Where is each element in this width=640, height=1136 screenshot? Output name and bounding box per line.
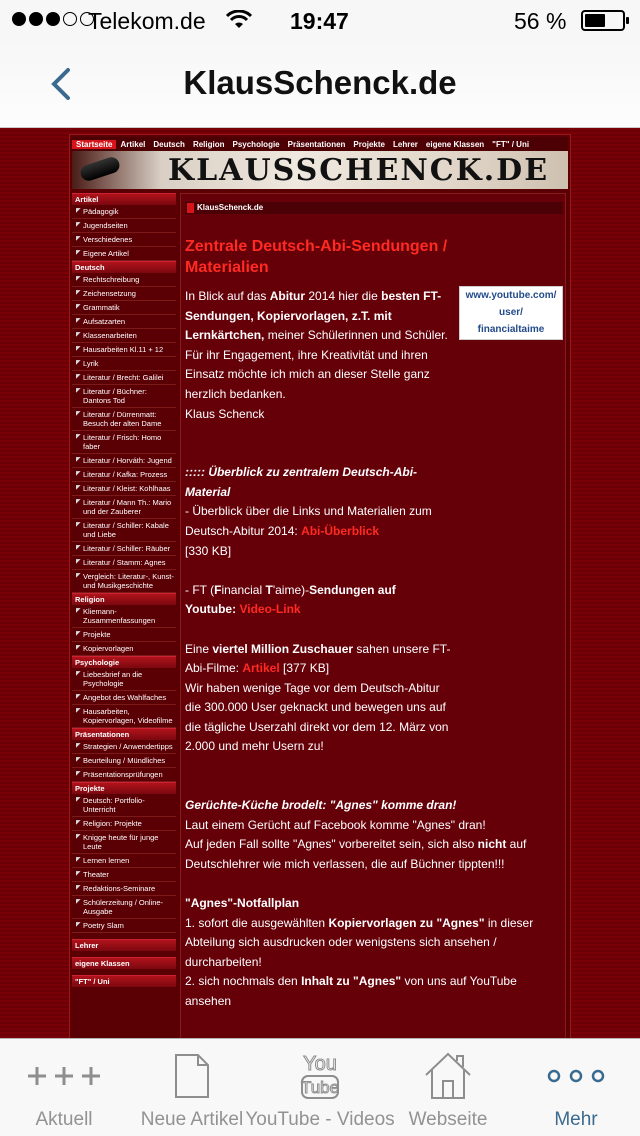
top-menu-item[interactable]: Lehrer — [393, 139, 418, 149]
sidebar-item[interactable] — [72, 794, 176, 817]
sidebar-item[interactable] — [72, 431, 176, 454]
battery-icon — [581, 10, 625, 31]
youtube-box-line: user/ — [499, 307, 523, 318]
sidebar-item-label: Theater — [83, 870, 109, 879]
arrow-icon: ◤ — [76, 346, 81, 352]
sidebar-item[interactable] — [72, 754, 176, 768]
sidebar-heading[interactable]: Artikel — [72, 193, 176, 205]
arrow-icon: ◤ — [76, 290, 81, 296]
arrow-icon: ◤ — [76, 899, 81, 905]
nav-title: KlausSchenck.de — [183, 64, 457, 101]
arrow-icon: ◤ — [76, 694, 81, 700]
tab-bar — [0, 1038, 640, 1136]
banner-title: KLAUSSCHENCK.DE — [168, 153, 550, 188]
wifi-icon — [226, 10, 252, 30]
youtube-box-line: financialtaime — [477, 324, 545, 335]
intro-paragraph: In Blick auf das Abitur 2014 hier die besten FT-Sendungen, Kopiervorlagen, z.T. mit Lernkärtchen, meiner Schülerinnen und Schüler. Für ihr Engagement, ihre Kreativität und ihren Einsatz möchte ich mich an dieser Stelle ganz herzlich bedanken. Klaus Schenck — [185, 289, 448, 421]
arrow-icon: ◤ — [76, 485, 81, 491]
arrow-icon: ◤ — [76, 797, 81, 803]
top-menu-item[interactable]: Psychologie — [232, 139, 280, 149]
sidebar-item-label: Literatur / Kleist: Kohlhaas — [83, 484, 171, 493]
plus-icon — [26, 1064, 102, 1088]
top-menu-item[interactable]: Präsentationen — [287, 139, 346, 149]
sidebar-item[interactable] — [72, 343, 176, 357]
sidebar-item[interactable] — [72, 371, 176, 385]
sidebar-item-label: Pädagogik — [83, 207, 119, 216]
sidebar-item-label: Literatur / Frisch: Homo faber — [83, 433, 162, 451]
sidebar-item[interactable] — [72, 408, 176, 431]
sidebar-item[interactable] — [72, 454, 176, 468]
arrow-icon: ◤ — [76, 771, 81, 777]
svg-text:You: You — [303, 1053, 337, 1075]
sidebar-item[interactable] — [72, 247, 176, 261]
sidebar-item-label: Strategien / Anwendertipps — [83, 742, 173, 751]
sidebar-item[interactable] — [72, 287, 176, 301]
video-paragraph: - FT (Financial T'aime)-Sendungen auf Youtube: Video-Link — [185, 582, 396, 617]
document-icon — [174, 1053, 210, 1099]
tab-label: Webseite — [408, 1109, 488, 1130]
sidebar-heading[interactable]: Projekte — [72, 782, 176, 794]
arrow-icon: ◤ — [76, 388, 81, 394]
sidebar-item[interactable] — [72, 691, 176, 705]
sidebar-item-label: Projekte — [83, 630, 111, 639]
sidebar-item[interactable] — [72, 817, 176, 831]
abi-overview-link[interactable]: Abi-Überblick — [301, 523, 380, 538]
arrow-icon: ◤ — [76, 857, 81, 863]
sidebar-item[interactable] — [72, 868, 176, 882]
arrow-icon: ◤ — [76, 411, 81, 417]
tab-label: Aktuell — [35, 1109, 93, 1130]
arrow-icon: ◤ — [76, 360, 81, 366]
navigation-bar — [0, 40, 640, 128]
arrow-icon: ◤ — [76, 471, 81, 477]
sidebar-item-label: Literatur / Brecht: Galilei — [83, 373, 164, 382]
arrow-icon: ◤ — [76, 332, 81, 338]
arrow-icon: ◤ — [76, 743, 81, 749]
top-menu-item[interactable]: Deutsch — [153, 139, 185, 149]
top-menu-item[interactable]: eigene Klassen — [425, 139, 485, 149]
sidebar-item-label: Zeichensetzung — [83, 289, 136, 298]
arrow-icon: ◤ — [76, 834, 81, 840]
site-banner — [72, 151, 568, 189]
arrow-icon: ◤ — [76, 222, 81, 228]
arrow-icon: ◤ — [76, 871, 81, 877]
top-menu-item[interactable]: "FT" / Uni — [492, 139, 530, 149]
sidebar-item-label: Literatur / Stamm: Agnes — [83, 558, 166, 567]
arrow-icon: ◤ — [76, 757, 81, 763]
article-link[interactable]: Artikel — [242, 661, 280, 676]
sidebar-item[interactable] — [72, 205, 176, 219]
sidebar-item[interactable] — [72, 219, 176, 233]
arrow-icon: ◤ — [76, 522, 81, 528]
webview[interactable] — [0, 128, 640, 1038]
sidebar-item[interactable] — [72, 519, 176, 542]
tab-mehr[interactable] — [512, 1039, 640, 1136]
arrow-icon: ◤ — [76, 559, 81, 565]
more-icon — [546, 1068, 606, 1084]
sidebar-item[interactable] — [72, 768, 176, 782]
sidebar-item-label: Kopiervorlagen — [83, 644, 134, 653]
sidebar-item[interactable] — [72, 882, 176, 896]
sidebar-heading[interactable]: Religion — [72, 593, 176, 605]
arrow-icon: ◤ — [76, 631, 81, 637]
content-area — [180, 193, 566, 1038]
article-body — [185, 287, 565, 1012]
arrow-icon: ◤ — [76, 708, 81, 714]
svg-text:Tube: Tube — [300, 1078, 340, 1097]
sidebar-item[interactable] — [72, 482, 176, 496]
arrow-icon: ◤ — [76, 250, 81, 256]
sidebar-item[interactable] — [72, 329, 176, 343]
battery-percent: 56 % — [514, 8, 567, 34]
sidebar-item-label: Lernen lernen — [83, 856, 130, 865]
site-frame — [69, 134, 571, 1038]
youtube-icon — [298, 1050, 342, 1102]
carrier-label: Telekom.de — [88, 8, 206, 34]
sidebar-item-label: Redaktions-Seminare — [83, 884, 156, 893]
top-menu-item[interactable]: Startseite — [72, 140, 116, 149]
sidebar-item-label: Präsentationsprüfungen — [83, 770, 163, 779]
arrow-icon: ◤ — [76, 573, 81, 579]
clock: 19:47 — [290, 8, 349, 34]
sidebar-item[interactable] — [72, 542, 176, 556]
sidebar-item[interactable] — [72, 468, 176, 482]
sidebar-item-label: Literatur / Horváth: Jugend — [83, 456, 172, 465]
arrow-icon: ◤ — [76, 820, 81, 826]
sidebar-item-label: Klassenarbeiten — [83, 331, 137, 340]
arrow-icon: ◤ — [76, 276, 81, 282]
sidebar-heading[interactable]: "FT" / Uni — [72, 975, 176, 987]
breadcrumb[interactable]: KlausSchenck.de — [185, 202, 563, 214]
arrow-icon: ◤ — [76, 545, 81, 551]
arrow-icon: ◤ — [76, 922, 81, 928]
sidebar-item-label: Liebesbrief an die Psychologie — [83, 670, 143, 688]
arrow-icon: ◤ — [76, 885, 81, 891]
sidebar-item-label: Literatur / Dürrenmatt: Besuch der alten Dame — [83, 410, 162, 428]
sidebar-item-label: Literatur / Kafka: Prozess — [83, 470, 168, 479]
sidebar-item-label: Deutsch: Portfolio-Unterricht — [83, 796, 145, 814]
arrow-icon: ◤ — [76, 318, 81, 324]
arrow-icon: ◤ — [76, 457, 81, 463]
sidebar-item-label: Eigene Artikel — [83, 249, 129, 258]
sidebar-item-label: Grammatik — [83, 303, 120, 312]
sidebar-item-label: Literatur / Schiller: Kabale und Liebe — [83, 521, 169, 539]
sidebar-item-label: Hausarbeiten, Kopiervorlagen, Videofilme — [83, 707, 173, 725]
sidebar-heading[interactable]: eigene Klassen — [72, 957, 176, 969]
sidebar-item-label: Kliemann-Zusammenfassungen — [83, 607, 156, 625]
sidebar-item[interactable] — [72, 556, 176, 570]
sidebar-item-label: Aufsatzarten — [83, 317, 126, 326]
top-menu-item[interactable]: Artikel — [120, 139, 146, 149]
arrow-icon: ◤ — [76, 236, 81, 242]
page-title: Zentrale Deutsch-Abi-Sendungen / Materialien — [185, 238, 448, 276]
top-menu — [72, 137, 568, 151]
sidebar-item-label: Angebot des Wahlfaches — [83, 693, 167, 702]
sidebar-heading[interactable]: Präsentationen — [72, 728, 176, 740]
sidebar-item[interactable] — [72, 385, 176, 408]
top-menu-item[interactable]: Religion — [192, 139, 225, 149]
arrow-icon: ◤ — [76, 608, 81, 614]
sidebar-heading[interactable]: Deutsch — [72, 261, 176, 273]
sidebar-item[interactable] — [72, 301, 176, 315]
sidebar-item[interactable] — [72, 740, 176, 754]
arrow-icon: ◤ — [76, 645, 81, 651]
sidebar-item[interactable] — [72, 605, 176, 628]
sidebar-item-label: Schülerzeitung / Online-Ausgabe — [83, 898, 164, 916]
sidebar-item[interactable] — [72, 570, 176, 593]
status-bar — [0, 0, 640, 40]
tab-label: Neue Artikel — [140, 1109, 244, 1130]
arrow-icon: ◤ — [76, 374, 81, 380]
sidebar-item[interactable] — [72, 628, 176, 642]
sidebar-item-label: Lyrik — [83, 359, 99, 368]
sidebar-item[interactable] — [72, 357, 176, 371]
sidebar-item[interactable] — [72, 896, 176, 919]
arrow-icon: ◤ — [76, 671, 81, 677]
sidebar-item[interactable] — [72, 496, 176, 519]
sidebar-item[interactable] — [72, 233, 176, 247]
sidebar-item-label: Jugendseiten — [83, 221, 128, 230]
arrow-icon: ◤ — [76, 304, 81, 310]
sidebar-item-label: Literatur / Schiller: Räuber — [83, 544, 171, 553]
tab-label: Mehr — [554, 1109, 598, 1130]
sidebar-item-label: Poetry Slam — [83, 921, 124, 930]
sidebar-item[interactable] — [72, 705, 176, 728]
sidebar-item-label: Hausarbeiten Kl.11 + 12 — [83, 345, 164, 354]
emergency-plan-paragraph: "Agnes"-Notfallplan 1. sofort die ausgewählten Kopiervorlagen zu "Agnes" in dieser Abteilung sich ausdrucken oder wenigstens sich ansehen / durcharbeiten! 2. sich nochmals den Inhalt zu "Agnes" von uns auf YouTube ansehen — [185, 896, 534, 1008]
sidebar-heading[interactable]: Psychologie — [72, 656, 176, 668]
sidebar-item-label: Vergleich: Literatur-, Kunst- und Musikgeschichte — [83, 572, 174, 590]
arrow-icon: ◤ — [76, 434, 81, 440]
fountain-pen-icon — [79, 155, 122, 183]
sidebar-menu — [72, 193, 176, 987]
sidebar-item-label: Literatur / Büchner: Dantons Tod — [83, 387, 147, 405]
rumor-paragraph: Gerüchte-Küche brodelt: "Agnes" komme dran! Laut einem Gerücht auf Facebook komme "Agnes" dran! Auf jeden Fall sollte "Agnes" vorbereitet sein, sich also nicht auf Deutschlehrer wie mich verlassen, die auf Büchner tippten!!! — [185, 798, 527, 871]
viewers-paragraph: Eine viertel Million Zuschauer sahen unsere FT-Abi-Filme: Artikel [377 KB] Wir haben wenige Tage vor dem Deutsch-Abitur die 300.000 User geknackt und bewegen uns auf die tägliche Userzahl direkt vor dem 12. März von 2.000 und mehr Usern zu! — [185, 641, 451, 754]
signal-icon — [12, 12, 94, 26]
arrow-icon: ◤ — [76, 499, 81, 505]
video-link[interactable]: Video-Link — [239, 602, 301, 617]
sidebar-item-label: Rechtschreibung — [83, 275, 140, 284]
sidebar-heading[interactable]: Lehrer — [72, 939, 176, 951]
sidebar-item-label: Religion: Projekte — [83, 819, 142, 828]
sidebar-item[interactable] — [72, 668, 176, 691]
top-menu-item[interactable]: Projekte — [353, 139, 385, 149]
sidebar-item[interactable] — [72, 315, 176, 329]
sidebar-item[interactable] — [72, 854, 176, 868]
sidebar-item[interactable] — [72, 642, 176, 656]
overview-paragraph: ::::: Überblick zu zentralem Deutsch-Abi-Material - Überblick über die Links und Materialien zum Deutsch-Abitur 2014: Abi-Überblick [330 KB] — [185, 465, 432, 558]
sidebar-item-label: Verschiedenes — [83, 235, 133, 244]
sidebar-item-label: Literatur / Mann Th.: Mario und der Zauberer — [83, 498, 172, 516]
youtube-box-line: www.youtube.com/ — [465, 290, 557, 301]
sidebar-item-label: Knigge heute für junge Leute — [83, 833, 159, 851]
tab-label: YouTube - Videos — [245, 1109, 395, 1130]
sidebar-item[interactable] — [72, 919, 176, 933]
arrow-icon: ◤ — [76, 208, 81, 214]
sidebar-item[interactable] — [72, 273, 176, 287]
sidebar-item-label: Beurteilung / Mündliches — [83, 756, 166, 765]
home-icon — [423, 1051, 473, 1101]
sidebar-item[interactable] — [72, 831, 176, 854]
